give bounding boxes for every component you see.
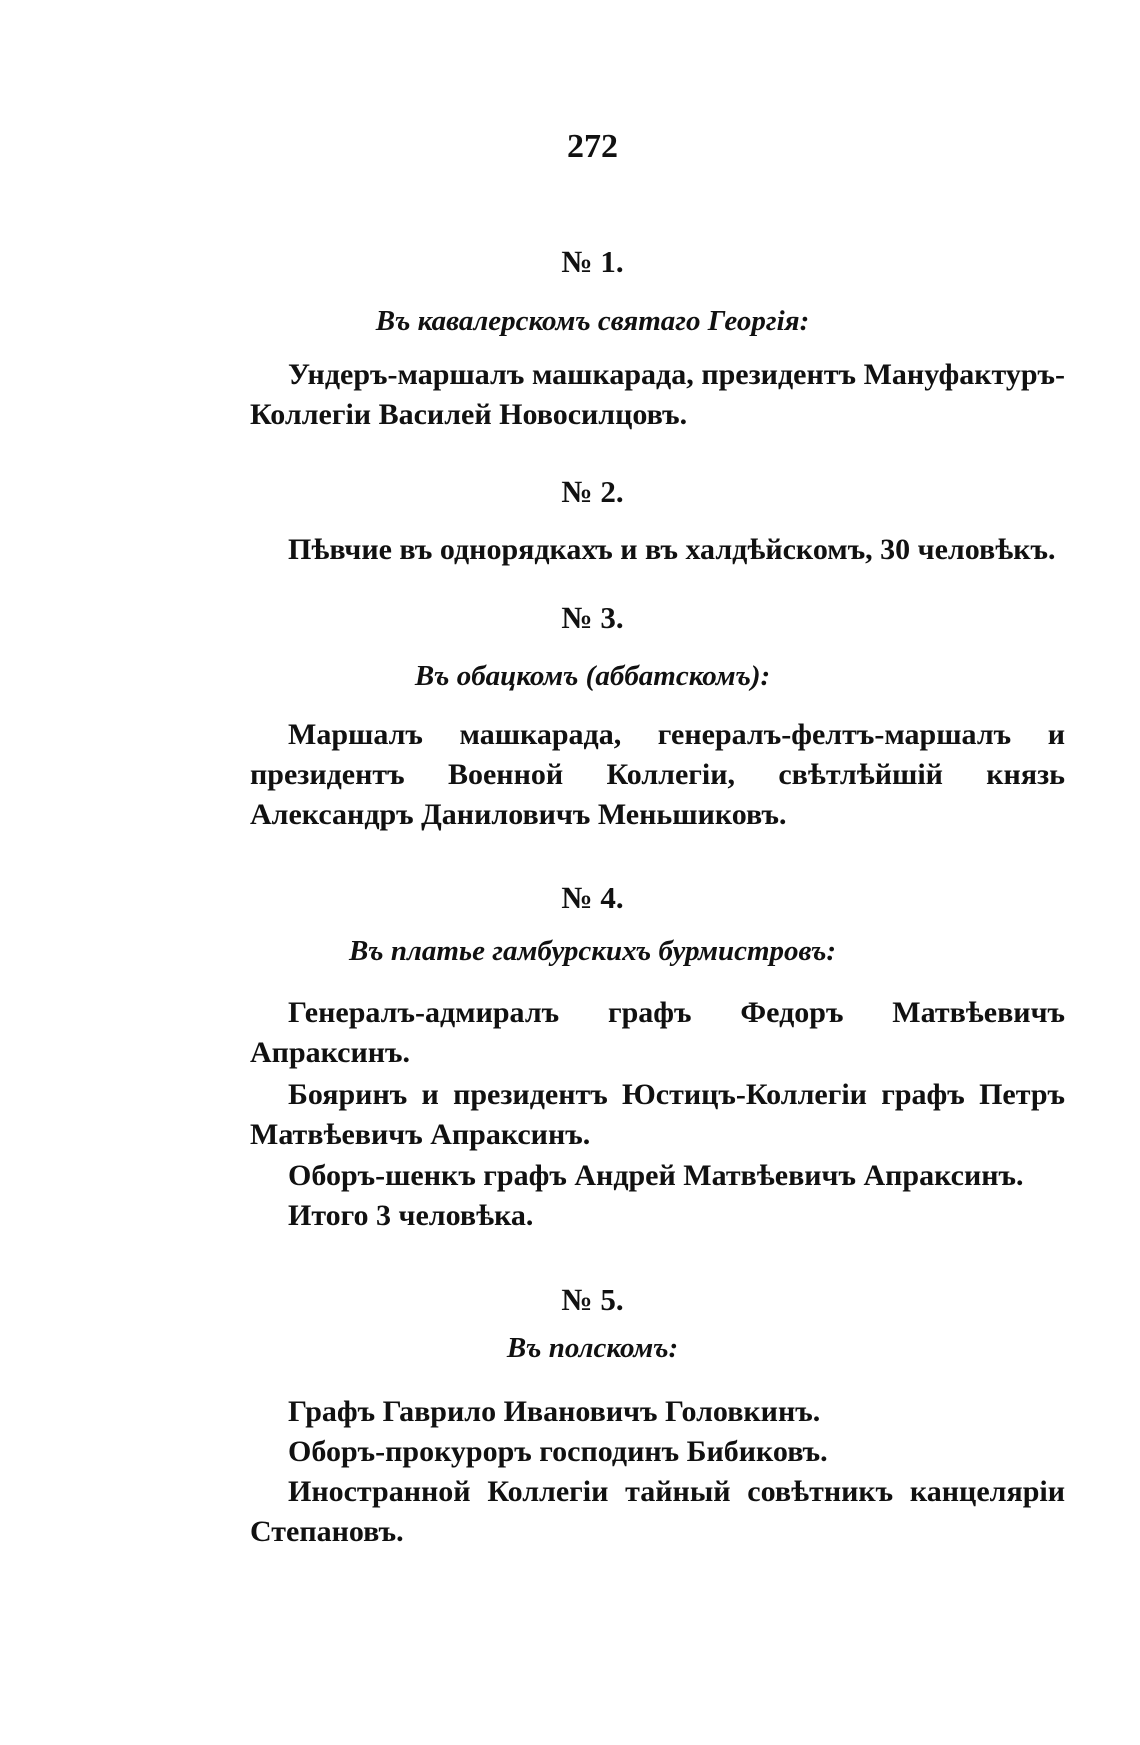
list-item: Оборъ-прокуроръ господинъ Бибиковъ.: [288, 1435, 828, 1468]
section-number-5: № 5.: [561, 1282, 624, 1317]
section-text-3: Маршалъ машкарада, генералъ-фелтъ-маршалъ и президентъ Военной Коллегіи, свѣтлѣйшій князь Александръ Даниловичъ Меньшиковъ.: [250, 718, 1065, 831]
list-item: Итого 3 человѣка.: [288, 1199, 534, 1232]
list-item: Оборъ-шенкъ графъ Андрей Матвѣевичъ Апраксинъ.: [288, 1159, 1024, 1192]
section-number-1: № 1.: [561, 244, 624, 279]
section-text-2: Пѣвчие въ однорядкахъ и въ халдѣйскомъ, 30 человѣкъ.: [288, 533, 1056, 566]
list-item: Бояринъ и президентъ Юстицъ-Коллегіи графъ Петръ Матвѣевичъ Апраксинъ.: [250, 1078, 1065, 1151]
section-subtitle-3: Въ обацкомъ (аббатскомъ):: [414, 660, 771, 692]
section-subtitle-4: Въ платье гамбурскихъ бурмистровъ:: [348, 935, 837, 967]
section-number-2: № 2.: [561, 474, 624, 509]
list-item: Графъ Гаврило Ивановичъ Головкинъ.: [288, 1395, 821, 1428]
section-subtitle-5: Въ полскомъ:: [506, 1332, 679, 1364]
list-item: Иностранной Коллегіи тайный совѣтникъ канцеляріи Степановъ.: [250, 1475, 1065, 1548]
section-number-3: № 3.: [561, 600, 624, 635]
section-text-1: Ундеръ-маршалъ машкарада, президентъ Мануфактуръ-Коллегіи Василей Новосилцовъ.: [250, 358, 1065, 431]
page-number: 272: [567, 128, 618, 165]
section-subtitle-1: Въ кавалерскомъ святаго Георгія:: [375, 305, 810, 337]
list-item: Генералъ-адмиралъ графъ Федоръ Матвѣевичъ Апраксинъ.: [250, 996, 1065, 1069]
section-number-4: № 4.: [561, 880, 624, 915]
